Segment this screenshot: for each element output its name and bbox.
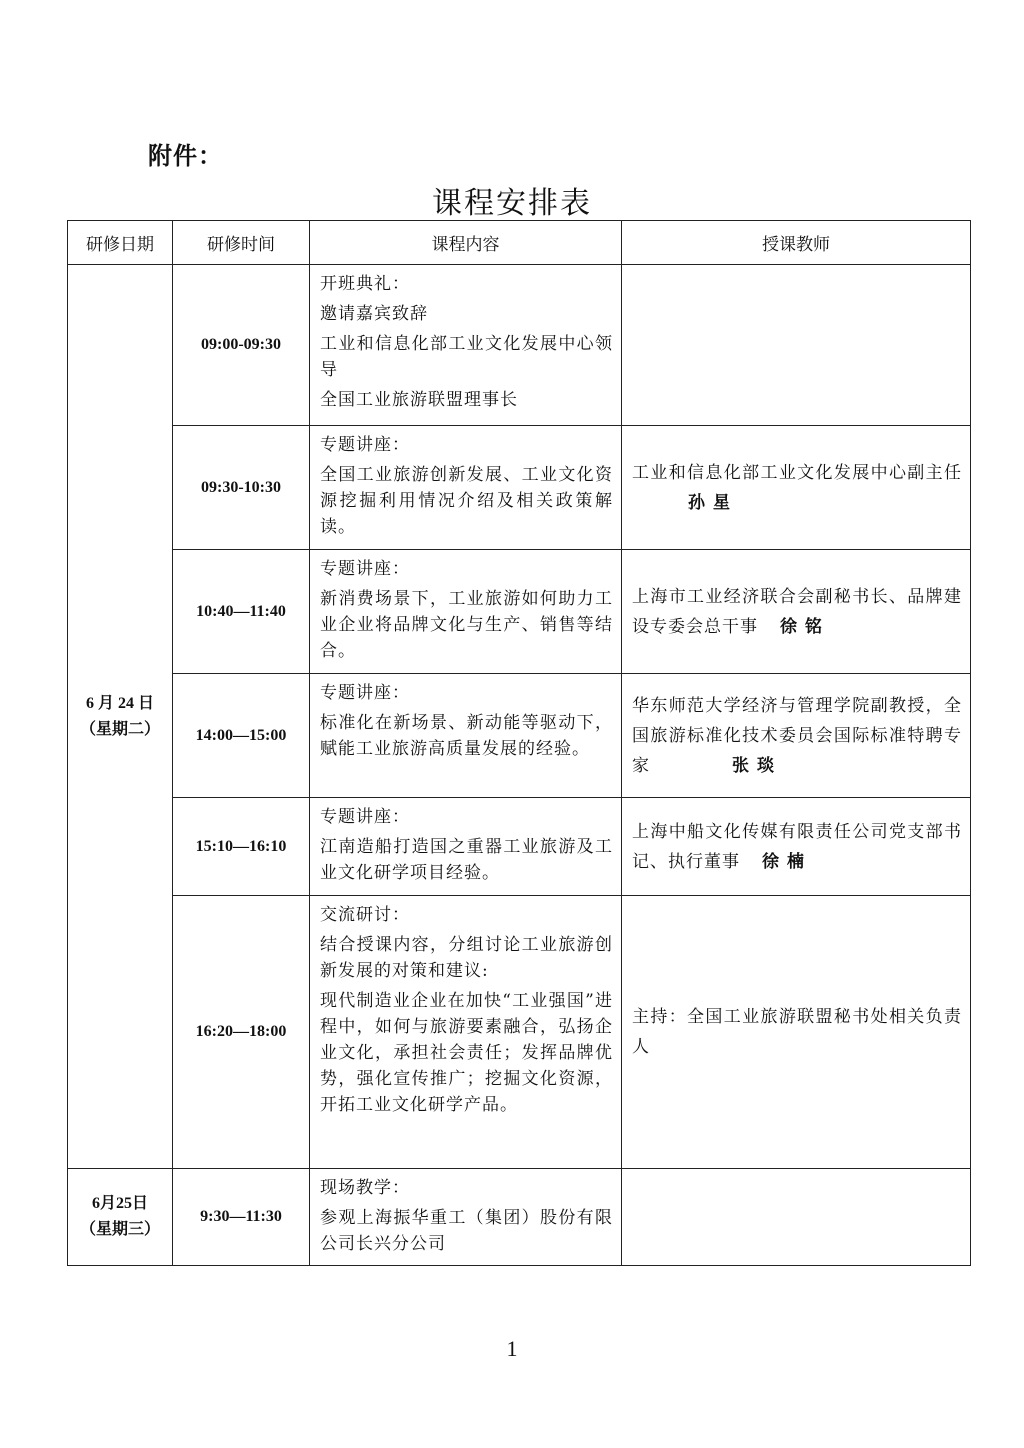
content-cell xyxy=(310,265,622,426)
teacher-title: 华东师范大学经济与管理学院副教授，全国旅游标准化技术委员会国际标准特聘专家 xyxy=(632,695,962,776)
content-line: 现代制造业企业在加快“工业强国”进程中，如何与旅游要素融合，弘扬企业文化，承担社会责任；发挥品牌优势，强化宣传推广；挖掘文化资源，开拓工业文化研学产品。 xyxy=(320,991,613,1115)
time-cell: 16:20—18:00 xyxy=(173,896,310,1169)
attachment-label: 附件： xyxy=(148,142,223,170)
content-line: 结合授课内容，分组讨论工业旅游创新发展的对策和建议: xyxy=(320,935,613,981)
teacher-cell xyxy=(622,265,971,426)
teacher-cell xyxy=(622,550,971,674)
teacher-name: 张琰 xyxy=(732,755,782,776)
session-type: 专题讲座： xyxy=(320,807,410,827)
content-line: 全国工业旅游联盟理事长 xyxy=(320,390,518,410)
time-cell: 14:00—15:00 xyxy=(173,674,310,798)
column-header-time: 研修时间 xyxy=(173,221,310,265)
column-header-teacher: 授课教师 xyxy=(622,221,971,265)
teacher-title: 主持：全国工业旅游联盟秘书处相关负责人 xyxy=(632,1007,962,1057)
table-row xyxy=(68,674,971,798)
teacher-name: 徐铭 xyxy=(780,616,830,637)
column-header-content: 课程内容 xyxy=(310,221,622,265)
content-cell xyxy=(310,896,622,1169)
content-cell xyxy=(310,1169,622,1266)
time-cell: 09:30-10:30 xyxy=(173,426,310,550)
session-type: 交流研讨： xyxy=(320,905,410,925)
date-cell xyxy=(68,1169,173,1266)
table-row xyxy=(68,265,971,426)
time-cell: 9:30—11:30 xyxy=(173,1169,310,1266)
date-cell xyxy=(68,265,173,1169)
table-header-row xyxy=(68,221,971,265)
table-row xyxy=(68,896,971,1169)
column-header-date: 研修日期 xyxy=(68,221,173,265)
weekday-label: （星期三） xyxy=(79,1221,160,1238)
content-line: 邀请嘉宾致辞 xyxy=(320,304,428,324)
weekday-label: （星期二） xyxy=(79,720,160,738)
content-cell xyxy=(310,426,622,550)
content-line: 参观上海振华重工（集团）股份有限公司长兴分公司 xyxy=(320,1208,613,1254)
date-label: 6 月 24 日 xyxy=(85,694,154,712)
content-cell xyxy=(310,674,622,798)
session-type: 现场教学： xyxy=(320,1178,410,1198)
time-cell: 15:10—16:10 xyxy=(173,798,310,896)
session-type: 开班典礼： xyxy=(320,274,410,294)
time-cell: 10:40—11:40 xyxy=(173,550,310,674)
table-row xyxy=(68,426,971,550)
teacher-cell xyxy=(622,674,971,798)
teacher-cell xyxy=(622,1169,971,1266)
teacher-cell xyxy=(622,798,971,896)
teacher-title: 上海中船文化传媒有限责任公司党支部书记、执行董事 xyxy=(632,821,962,872)
content-line: 标准化在新场景、新动能等驱动下，赋能工业旅游高质量发展的经验。 xyxy=(320,713,613,759)
session-type: 专题讲座： xyxy=(320,559,410,579)
time-cell: 09:00-09:30 xyxy=(173,265,310,426)
page-number: 1 xyxy=(506,1336,518,1361)
teacher-cell xyxy=(622,896,971,1169)
session-type: 专题讲座： xyxy=(320,435,410,455)
content-cell xyxy=(310,550,622,674)
schedule-table xyxy=(67,220,971,1266)
content-line: 新消费场景下，工业旅游如何助力工业企业将品牌文化与生产、销售等结合。 xyxy=(320,589,613,661)
teacher-title: 上海市工业经济联合会副秘书长、品牌建设专委会总干事 xyxy=(632,586,962,637)
content-cell xyxy=(310,798,622,896)
content-line: 全国工业旅游创新发展、工业文化资源挖掘利用情况介绍及相关政策解读。 xyxy=(320,465,613,537)
content-line: 江南造船打造国之重器工业旅游及工业文化研学项目经验。 xyxy=(320,837,613,883)
session-type: 专题讲座： xyxy=(320,683,410,703)
table-row xyxy=(68,1169,971,1266)
content-line: 工业和信息化部工业文化发展中心领导 xyxy=(320,334,613,380)
table-row xyxy=(68,798,971,896)
date-label: 6月25日 xyxy=(91,1195,148,1212)
document-title: 课程安排表 xyxy=(432,186,592,221)
teacher-name: 徐楠 xyxy=(762,851,812,872)
teacher-name: 孙星 xyxy=(688,492,738,513)
table-row xyxy=(68,550,971,674)
teacher-title: 工业和信息化部工业文化发展中心副主任 xyxy=(632,462,962,483)
teacher-cell xyxy=(622,426,971,550)
